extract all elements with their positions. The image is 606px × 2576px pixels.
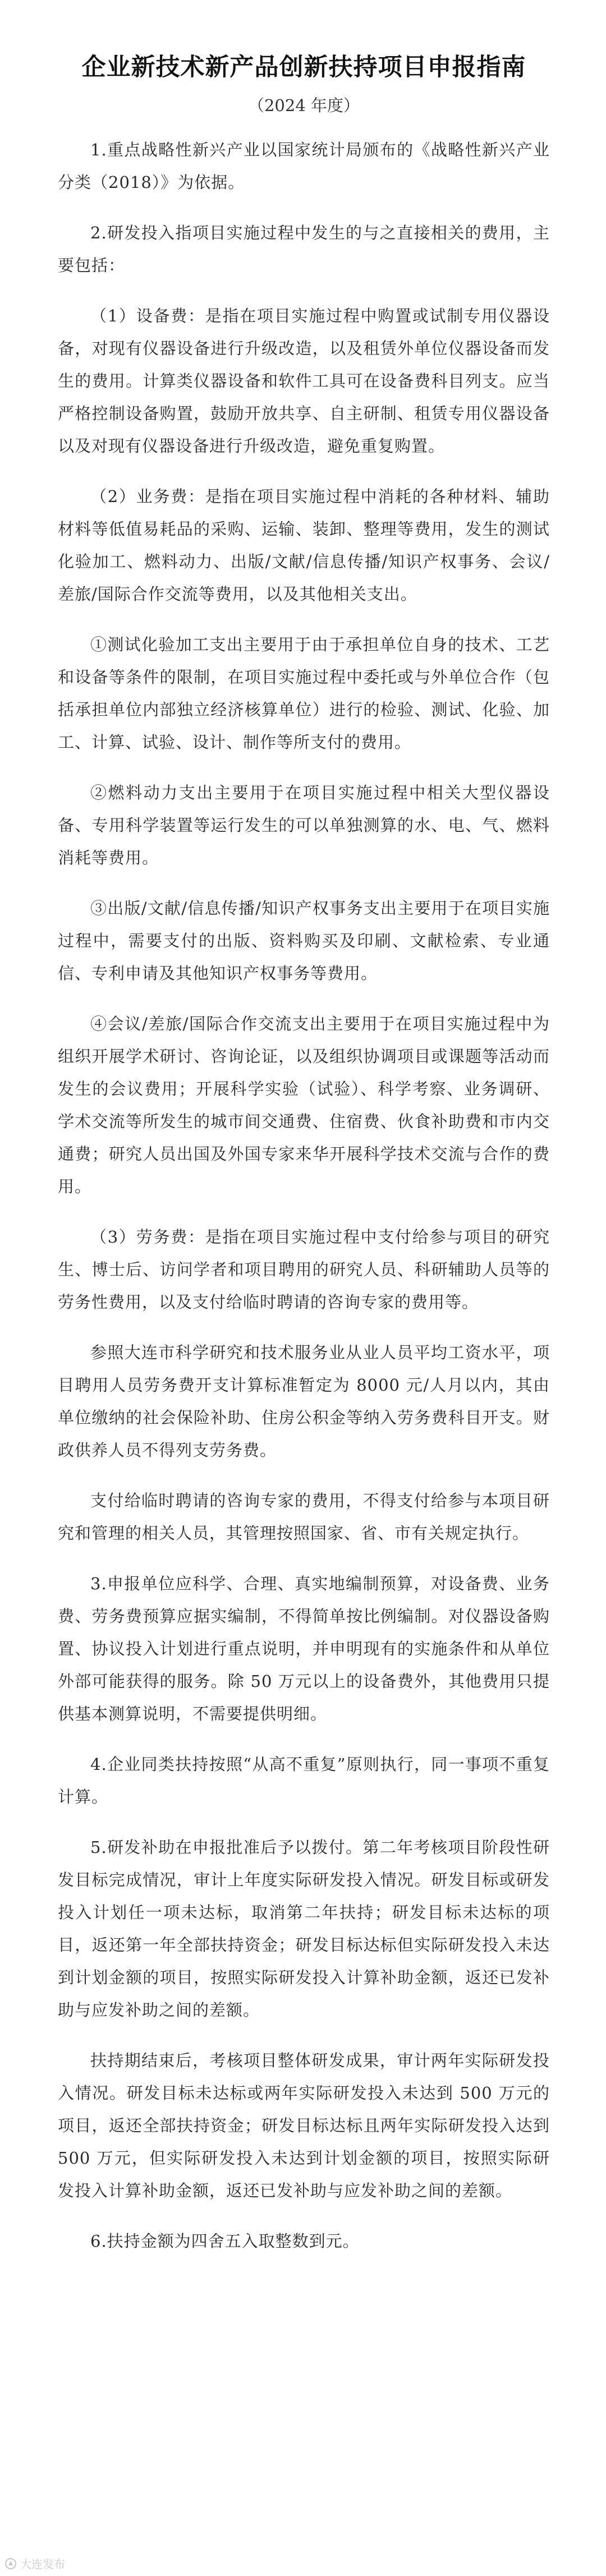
document-subtitle: （2024 年度） — [247, 96, 360, 115]
document-title: 企业新技术新产品创新扶持项目申报指南 — [81, 53, 526, 81]
watermark — [4, 2555, 65, 2572]
paragraph-item-6: 6.扶持金额为四舍五入取整数到元。 — [90, 2232, 360, 2251]
paragraph-meeting-travel: ④会议/差旅/国际合作交流支出主要用于在项目实施过程中为组织开展学术研讨、咨询论证，以及组织协调项目或课题等活动而发生的会议费用；开展科学实验（试验）、科学考察、业务调研、学术交流等所发生的城市间交通费、住宿费、伙食补助费和市内交通费；研究人员出国及外国专家来华开展科学技术交流与合作的费用。 — [58, 1014, 550, 1196]
paragraph-item-3: 3.申报单位应科学、合理、真实地编制预算，对设备费、业务费、劳务费预算应据实编制，不得简单按比例编制。对仪器设备购置、协议投入计划进行重点说明，并申明现有的实施条件和从单位外部可能获得的服务。除 50 万元以上的设备费外，其他费用只提供基本测算说明，不需要提供明细。 — [58, 1574, 550, 1723]
paragraph-business-fee: （2）业务费：是指在项目实施过程中消耗的各种材料、辅助材料等低值易耗品的采购、运输、装卸、整理等费用，发生的测试化验加工、燃料动力、出版/文献/信息传播/知识产权事务、会议/差旅/国际合作交流等费用，以及其他相关支出。 — [58, 487, 550, 604]
paragraph-item-4: 4.企业同类扶持按照“从高不重复”原则执行，同一事项不重复计算。 — [58, 1755, 550, 1806]
logo-icon — [4, 2557, 17, 2570]
paragraph-labor-standard: 参照大连市科学研究和技术服务业从业人员平均工资水平，项目聘用人员劳务费开支计算标准暂定为 8000 元/人月以内，其由单位缴纳的社会保险补助、住房公积金等纳入劳务费科目开支。财政供养人员不得列支劳务费。 — [58, 1343, 550, 1460]
paragraph-item-1: 1.重点战略性新兴产业以国家统计局颁布的《战略性新兴产业分类（2018）》为依据。 — [58, 140, 550, 192]
paragraph-publication-ip: ③出版/文献/信息传播/知识产权事务支出主要用于在项目实施过程中，需要支付的出版、资料购买及印刷、文献检索、专业通信、专利申请及其他知识产权事务等费用。 — [58, 899, 550, 983]
paragraph-labor-fee: （3）劳务费：是指在项目实施过程中支付给参与项目的研究生、博士后、访问学者和项目聘用的研究人员、科研辅助人员等的劳务性费用，以及支付给临时聘请的咨询专家的费用等。 — [58, 1227, 550, 1312]
paragraph-assessment-end: 扶持期结束后，考核项目整体研发成果，审计两年实际研发投入情况。研发目标未达标或两年实际研发投入未达到 500 万元的项目，返还全部扶持资金；研发目标达标且两年实际研发投入达到 500 万元，但实际研发投入未达到计划金额的项目，按照实际研发投入计算补助金额，返还已发补助与应发补助之间的差额。 — [58, 2051, 550, 2200]
paragraph-item-2: 2.研发投入指项目实施过程中发生的与之直接相关的费用，主要包括： — [58, 223, 550, 275]
paragraph-fuel-power: ②燃料动力支出主要用于在项目实施过程中相关大型仪器设备、专用科学装置等运行发生的可以单独测算的水、电、气、燃料消耗等费用。 — [58, 783, 550, 867]
paragraph-equipment-fee: （1）设备费：是指在项目实施过程中购置或试制专用仪器设备，对现有仪器设备进行升级改造，以及租赁外单位仪器设备而发生的费用。计算类仪器设备和软件工具可在设备费科目列支。应当严格控制设备购置，鼓励开放共享、自主研制、租赁专用仪器设备以及对现有仪器设备进行升级改造，避免重复购置。 — [58, 306, 550, 456]
watermark-text: 大连发布 — [20, 2557, 65, 2571]
paragraph-item-5: 5.研发补助在申报批准后予以拨付。第二年考核项目阶段性研发目标完成情况，审计上年度实际研发投入情况。研发目标或研发投入计划任一项未达标，取消第二年扶持；研发目标未达标的项目，返还第一年全部扶持资金；研发目标达标但实际研发投入未达到计划金额的项目，按照实际研发投入计算补助金额，返还已发补助与应发补助之间的差额。 — [58, 1838, 550, 2020]
document-body — [58, 134, 550, 2257]
paragraph-expert-fee: 支付给临时聘请的咨询专家的费用，不得支付给参与本项目研究和管理的相关人员，其管理按照国家、省、市有关规定执行。 — [58, 1491, 550, 1543]
paragraph-testing-processing: ①测试化验加工支出主要用于由于承担单位自身的技术、工艺和设备等条件的限制，在项目实施过程中委托或与外单位合作（包括承担单位内部独立经济核算单位）进行的检验、测试、化验、加工、计算、试验、设计、制作等所支付的费用。 — [58, 635, 550, 752]
